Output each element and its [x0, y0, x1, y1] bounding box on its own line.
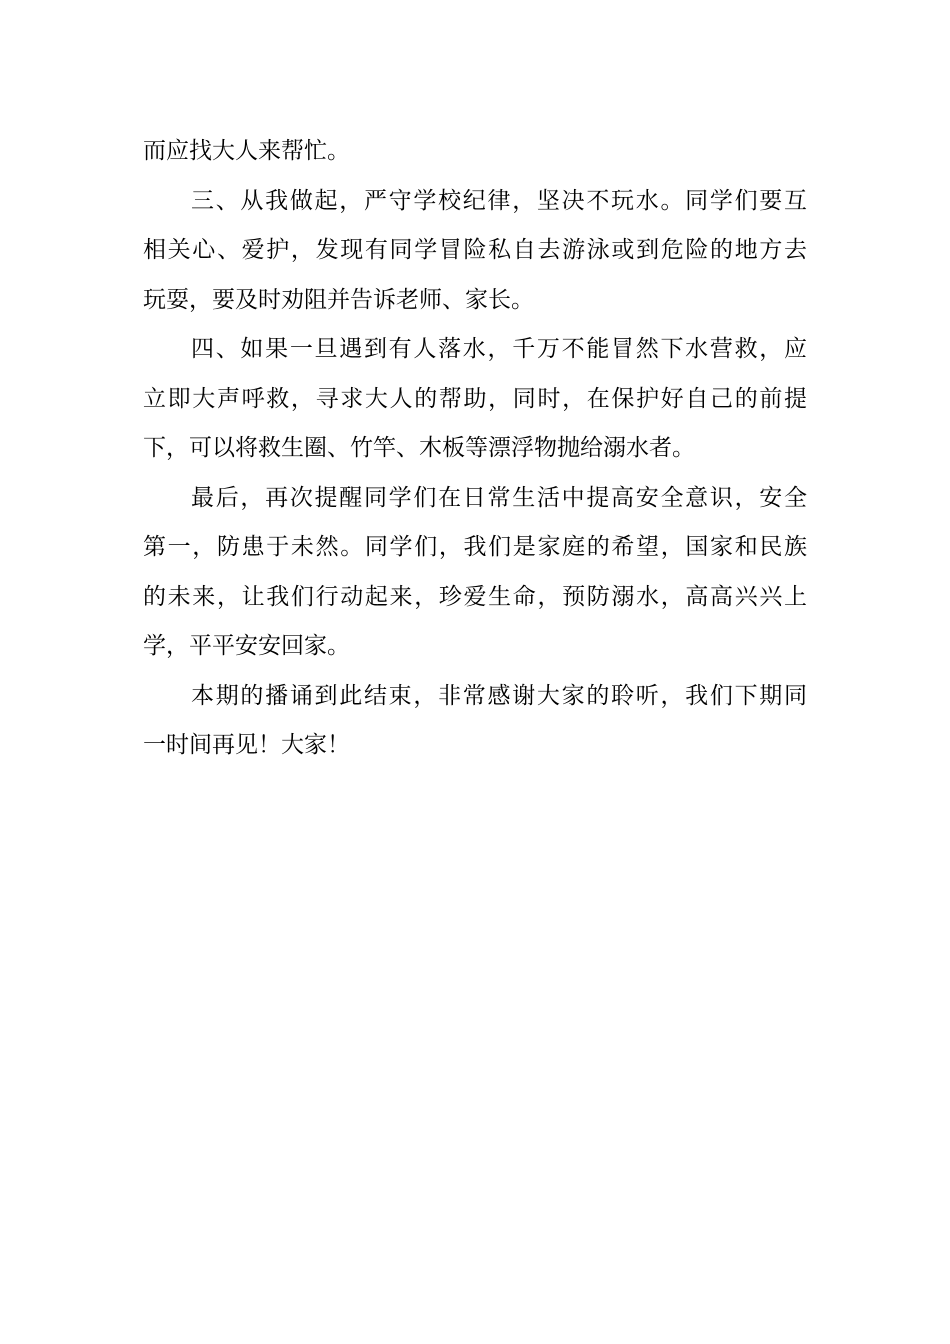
text-line: 学，平平安安回家。 [143, 633, 350, 659]
text-line: 相关心、爱护，发现有同学冒险私自去游泳或到危险的地方去 [143, 237, 807, 263]
text-line: 玩耍，要及时劝阻并告诉老师、家长。 [143, 286, 534, 313]
text-line: 第一，防患于未然。同学们，我们是家庭的希望，国家和民族 [143, 534, 807, 560]
text-line: 立即大声呼救，寻求大人的帮助，同时，在保护好自己的前提 [143, 385, 807, 412]
text-line: 四、如果一旦遇到有人落水，千万不能冒然下水营救，应 [191, 336, 807, 362]
text-line: 一时间再见！大家！ [143, 732, 350, 758]
text-line: 而应找大人来帮忙。 [143, 138, 350, 164]
text-line: 三、从我做起，严守学校纪律，坚决不玩水。同学们要互 [191, 187, 807, 214]
document-body [143, 127, 807, 771]
text-line: 下，可以将救生圈、竹竿、木板等漂浮物抛给溺水者。 [143, 435, 695, 461]
text-line: 本期的播诵到此结束，非常感谢大家的聆听，我们下期同 [191, 682, 807, 709]
text-line: 最后，再次提醒同学们在日常生活中提高安全意识，安全 [191, 484, 807, 511]
text-line: 的未来，让我们行动起来，珍爱生命，预防溺水，高高兴兴上 [143, 583, 807, 610]
